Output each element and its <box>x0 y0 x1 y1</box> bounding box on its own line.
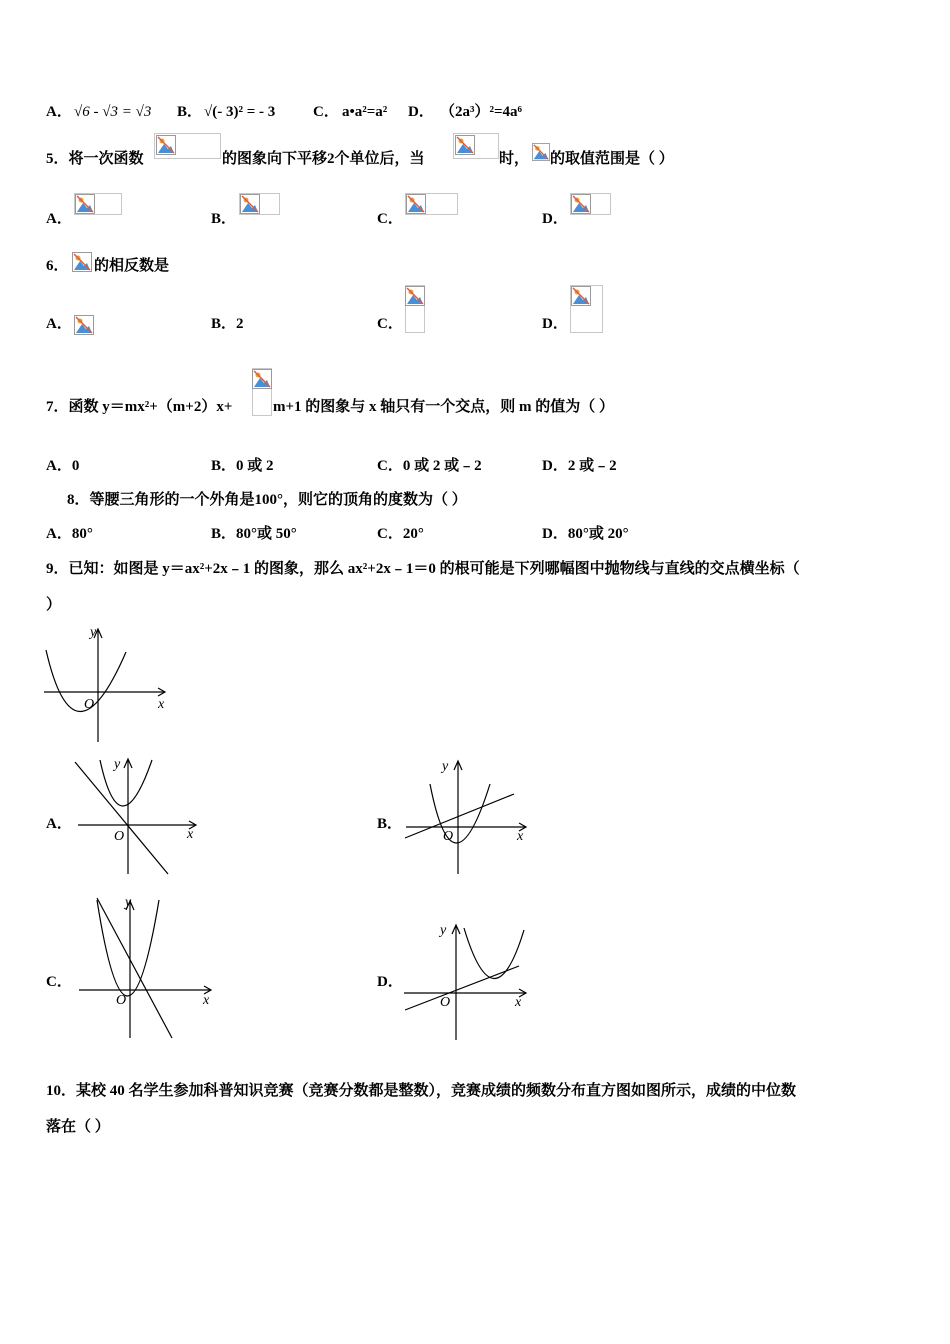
q5-stem-mid1: 的图象向下平移2个单位后，当 <box>222 151 425 167</box>
y-axis-label: y <box>442 759 449 774</box>
q7-stem-end: m+1 的图象与 x 轴只有一个交点，则 m 的值为（ ） <box>273 399 615 415</box>
q7-stem-start: 7．函数 y＝mx²+（m+2）x+ <box>46 399 233 415</box>
x-axis-label: x <box>187 827 194 842</box>
y-axis-label: y <box>114 757 121 772</box>
q9-option-c-figure <box>75 892 220 1042</box>
q9-parabola-figure <box>40 622 175 747</box>
q5-option-b-label: B． <box>211 211 237 227</box>
q7-option-d: D．2 或﹣2 <box>542 458 617 474</box>
parabola-curve <box>100 760 152 806</box>
q5-option-c-label: C． <box>377 211 403 227</box>
q8-option-c: C．20° <box>377 526 424 542</box>
q6-option-b: B．2 <box>211 316 244 332</box>
y-axis-label: y <box>440 923 447 938</box>
parabola-curve <box>464 928 524 979</box>
q7-option-c: C．0 或 2 或﹣2 <box>377 458 482 474</box>
q6-option-c-label: C． <box>377 316 403 332</box>
broken-image-placeholder <box>154 133 221 159</box>
q4-option-a-label: A． <box>46 104 72 120</box>
broken-image-icon <box>75 194 95 214</box>
x-axis-label: x <box>158 697 165 712</box>
broken-image-icon <box>571 286 591 306</box>
q9-stem-cont: ） <box>46 597 62 613</box>
broken-image-placeholder <box>252 368 272 416</box>
q9-option-d-figure <box>400 918 535 1043</box>
y-axis-label: y <box>125 895 132 910</box>
broken-image-icon <box>74 315 94 335</box>
q6-option-a-label: A． <box>46 316 72 332</box>
q9-option-d-label: D． <box>377 974 403 990</box>
broken-image-icon <box>240 194 260 214</box>
broken-image-placeholder <box>405 193 458 215</box>
q5-stem-start: 5．将一次函数 <box>46 151 144 167</box>
broken-image-placeholder <box>74 193 122 215</box>
x-axis-label: x <box>515 995 522 1010</box>
q6-number: 6． <box>46 258 69 274</box>
broken-image-placeholder <box>570 193 611 215</box>
q4-option-d-label: D． <box>408 104 434 120</box>
straight-line <box>75 762 168 874</box>
q6-option-d-label: D． <box>542 316 568 332</box>
q7-option-a: A．0 <box>46 458 80 474</box>
q5-stem-end: 的取值范围是（ ） <box>550 151 674 167</box>
straight-line <box>97 898 172 1038</box>
parabola-curve <box>430 784 490 843</box>
x-axis-label: x <box>517 829 524 844</box>
q9-option-c-label: C． <box>46 974 72 990</box>
broken-image-placeholder <box>453 133 499 159</box>
broken-image-icon <box>72 252 92 272</box>
q5-option-d-label: D． <box>542 211 568 227</box>
q7-option-b: B．0 或 2 <box>211 458 274 474</box>
q9-stem: 9．已知：如图是 y＝ax²+2x﹣1 的图象，那么 ax²+2x﹣1＝0 的根可能是下列哪幅图中抛物线与直线的交点横坐标（ <box>46 561 800 577</box>
origin-label: O <box>114 829 125 844</box>
q4-option-d-expr: （2a³）²=4a⁶ <box>440 104 523 120</box>
origin-label: O <box>440 995 451 1010</box>
origin-label: O <box>443 829 454 844</box>
q4-option-c-expr: a•a²=a² <box>342 104 388 120</box>
q9-option-b-label: B． <box>377 816 403 832</box>
q10-stem: 10．某校 40 名学生参加科普知识竞赛（竞赛分数都是整数），竞赛成绩的频数分布直方图如图所示，成绩的中位数 <box>46 1083 797 1099</box>
broken-image-icon <box>252 369 272 389</box>
q9-option-b-figure <box>400 752 535 877</box>
q8-option-b: B．80°或 50° <box>211 526 297 542</box>
q5-stem-mid2: 时， <box>499 151 530 167</box>
origin-label: O <box>84 697 95 712</box>
broken-image-icon <box>532 143 550 161</box>
q4-option-b-label: B． <box>177 104 203 120</box>
q5-option-a-label: A． <box>46 211 72 227</box>
x-axis-label: x <box>203 993 210 1008</box>
q9-option-a-figure <box>70 752 205 877</box>
straight-line <box>405 966 519 1010</box>
q8-option-a: A．80° <box>46 526 93 542</box>
q4-option-c-label: C． <box>313 104 339 120</box>
broken-image-placeholder <box>239 193 280 215</box>
broken-image-icon <box>156 135 176 155</box>
q8-option-d: D．80°或 20° <box>542 526 629 542</box>
broken-image-icon <box>455 135 475 155</box>
broken-image-placeholder <box>570 285 603 333</box>
q9-option-a-label: A． <box>46 816 72 832</box>
broken-image-placeholder <box>405 285 425 333</box>
straight-line <box>405 794 514 838</box>
broken-image-icon <box>405 286 425 306</box>
q4-option-a-expr: √6 - √3 = √3 <box>74 104 152 120</box>
y-axis-label: y <box>90 625 97 640</box>
q4-option-b-expr: √(- 3)² = - 3 <box>204 104 276 120</box>
origin-label: O <box>116 993 127 1008</box>
q6-stem: 的相反数是 <box>94 258 170 274</box>
broken-image-icon <box>406 194 426 214</box>
q8-stem: 8．等腰三角形的一个外角是100°，则它的顶角的度数为（ ） <box>67 492 467 508</box>
broken-image-icon <box>571 194 591 214</box>
q10-stem-cont: 落在（ ） <box>46 1119 110 1135</box>
